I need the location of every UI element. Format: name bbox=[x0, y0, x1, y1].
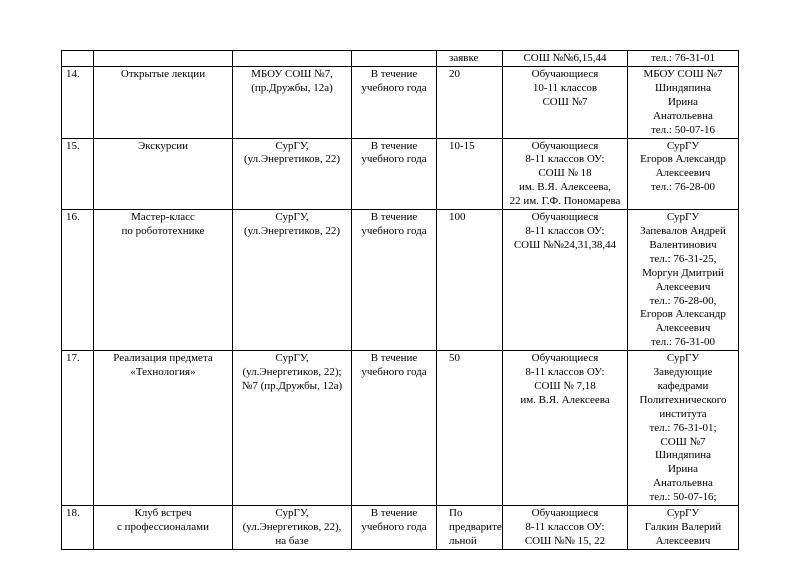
cell-text-line: СОШ №№6,15,44 bbox=[523, 52, 607, 64]
cell-text-line: СурГУ, bbox=[275, 211, 309, 224]
cell-text-line: СурГУ bbox=[666, 507, 700, 520]
participant-count-cell bbox=[437, 210, 503, 351]
cell-text: 14. bbox=[66, 68, 80, 80]
cell-text-line: СурГУ bbox=[666, 211, 700, 224]
venue-cell bbox=[233, 67, 352, 139]
table-row bbox=[62, 51, 739, 67]
cell-text-line: 22 им. Г.Ф. Пономарева bbox=[509, 195, 621, 208]
cell-text-line: по робототехнике bbox=[121, 224, 205, 237]
cell-text-line: 8-11 классов ОУ: bbox=[525, 224, 605, 237]
cell-text-line: тел.: 76-31-00 bbox=[650, 336, 716, 349]
event-name-cell bbox=[94, 67, 233, 139]
cell-text: 18. bbox=[66, 507, 80, 520]
period-cell bbox=[352, 67, 437, 139]
cell-text: 17. bbox=[66, 352, 80, 365]
event-name-cell bbox=[94, 138, 233, 210]
cell-text-line: им. В.Я. Алексеева bbox=[520, 393, 610, 406]
cell-text-line: №7 (пр.Дружбы, 12а) bbox=[241, 379, 343, 392]
cell-text-line: «Технология» bbox=[130, 366, 196, 379]
venue-cell bbox=[233, 51, 352, 67]
participants-cell bbox=[503, 67, 628, 139]
cell-text-line: Заведующие bbox=[653, 366, 713, 379]
cell-text-line: с профессионалами bbox=[116, 521, 210, 533]
participants-cell bbox=[503, 506, 628, 550]
period-cell bbox=[352, 210, 437, 351]
cell-text-line: Обучающиеся bbox=[531, 211, 599, 224]
cell-text-line: Реализация предмета bbox=[113, 352, 213, 365]
period-cell bbox=[352, 51, 437, 67]
cell-text-line: Мастер-класс bbox=[131, 211, 195, 224]
cell-text-line: кафедрами bbox=[657, 379, 709, 392]
venue-cell bbox=[233, 351, 352, 506]
cell-text-line: (пр.Дружбы, 12а) bbox=[251, 81, 333, 94]
row-number-cell bbox=[62, 351, 94, 506]
contact-person-cell bbox=[628, 210, 739, 351]
cell-text-line: тел.: 76-31-01; bbox=[649, 421, 717, 434]
cell-text-line: Галкин Валерий bbox=[644, 521, 722, 533]
cell-text-line: 50 bbox=[449, 352, 460, 365]
table-row bbox=[62, 210, 739, 351]
contact-person-cell bbox=[628, 138, 739, 210]
cell-text-line: Открытые лекции bbox=[120, 68, 206, 80]
cell-text-line: СурГУ bbox=[666, 139, 700, 152]
cell-text-line: тел.: 50-07-16; bbox=[649, 491, 717, 504]
venue-cell bbox=[233, 138, 352, 210]
cell-text-line: СурГУ, bbox=[275, 352, 309, 365]
cell-text-line: (ул.Энергетиков, 22) bbox=[243, 224, 341, 237]
row-number-cell bbox=[62, 506, 94, 550]
cell-text-line: учебного года bbox=[361, 153, 427, 166]
cell-text-line: Клуб встреч bbox=[134, 507, 192, 520]
cell-text-line: 8-11 классов ОУ: bbox=[525, 521, 605, 533]
cell-text-line: им. В.Я. Алексеева, bbox=[518, 181, 612, 194]
participant-count-cell bbox=[437, 51, 503, 67]
cell-text-line: В течение bbox=[370, 352, 418, 365]
cell-text-line: Валентинович bbox=[649, 238, 717, 251]
event-name-cell bbox=[94, 351, 233, 506]
cell-text-line: 8-11 классов ОУ: bbox=[525, 366, 605, 379]
cell-text-line: Обучающиеся bbox=[531, 139, 599, 152]
cell-text-line: Алексеевич bbox=[655, 534, 711, 547]
participant-count-cell bbox=[437, 351, 503, 506]
cell-text-line: В течение bbox=[370, 507, 418, 520]
cell-text-line: льной bbox=[449, 534, 477, 547]
cell-text-line: тел.: 76-28-00 bbox=[650, 181, 716, 194]
cell-text-line: предварите bbox=[449, 521, 502, 533]
table-row bbox=[62, 138, 739, 210]
cell-text-line: 100 bbox=[449, 211, 466, 224]
cell-text-line: учебного года bbox=[361, 521, 427, 533]
cell-text-line: Запевалов Андрей bbox=[640, 224, 726, 237]
cell-text-line: заявке bbox=[449, 52, 479, 64]
cell-text-line: (ул.Энергетиков, 22), bbox=[242, 521, 342, 533]
cell-text-line: тел.: 76-31-01 bbox=[650, 52, 716, 64]
participants-cell bbox=[503, 51, 628, 67]
event-name-cell bbox=[94, 506, 233, 550]
period-cell bbox=[352, 506, 437, 550]
cell-text: 16. bbox=[66, 211, 80, 224]
cell-text-line: Алексеевич bbox=[655, 280, 711, 293]
cell-text-line: СОШ №№24,31,38,44 bbox=[513, 238, 617, 251]
cell-text-line: тел.: 76-28-00, bbox=[649, 294, 717, 307]
contact-person-cell bbox=[628, 67, 739, 139]
period-cell bbox=[352, 351, 437, 506]
events-table bbox=[61, 50, 739, 550]
cell-text-line: Анатольевна bbox=[653, 109, 713, 122]
cell-text-line: МБОУ СОШ №7 bbox=[643, 68, 723, 80]
cell-text-line: СурГУ, bbox=[275, 507, 309, 520]
table-row bbox=[62, 67, 739, 139]
cell-text-line: Шиндяпина bbox=[654, 81, 712, 94]
cell-text-line: 20 bbox=[449, 68, 460, 80]
cell-text-line: (ул.Энергетиков, 22); bbox=[242, 366, 342, 379]
cell-text-line: СОШ №7 bbox=[660, 435, 706, 448]
cell-text-line: МБОУ СОШ №7, bbox=[251, 68, 333, 80]
cell-text-line: Обучающиеся bbox=[531, 507, 599, 520]
cell-text-line: учебного года bbox=[361, 224, 427, 237]
cell-text-line: 10-15 bbox=[449, 139, 475, 152]
participant-count-cell bbox=[437, 67, 503, 139]
contact-person-cell bbox=[628, 351, 739, 506]
period-cell bbox=[352, 138, 437, 210]
row-number-cell bbox=[62, 138, 94, 210]
cell-text-line: Алексеевич bbox=[655, 167, 711, 180]
event-name-cell bbox=[94, 210, 233, 351]
participant-count-cell bbox=[437, 506, 503, 550]
cell-text-line: тел.: 76-31-25, bbox=[649, 252, 717, 265]
contact-person-cell bbox=[628, 506, 739, 550]
cell-text-line: (ул.Энергетиков, 22) bbox=[243, 153, 341, 166]
cell-text-line: СурГУ, bbox=[275, 139, 309, 152]
cell-text-line: Алексеевич bbox=[655, 322, 711, 335]
row-number-cell bbox=[62, 51, 94, 67]
cell-text-line: В течение bbox=[370, 68, 418, 80]
cell-text-line: Егоров Александр bbox=[640, 153, 726, 166]
table-row bbox=[62, 506, 739, 550]
venue-cell bbox=[233, 210, 352, 351]
cell-text-line: Экскурсии bbox=[137, 139, 189, 152]
cell-text-line: СОШ № 7,18 bbox=[534, 379, 596, 392]
cell-text-line: Шиндяпина bbox=[654, 449, 712, 462]
cell-text-line: института bbox=[659, 407, 707, 420]
cell-text-line: учебного года bbox=[361, 81, 427, 94]
event-name-cell bbox=[94, 51, 233, 67]
cell-text-line: Анатольевна bbox=[653, 477, 713, 490]
cell-text-line: на базе bbox=[275, 534, 309, 547]
venue-cell bbox=[233, 506, 352, 550]
cell-text-line: учебного года bbox=[361, 366, 427, 379]
cell-text: 15. bbox=[66, 139, 80, 152]
cell-text-line: СОШ №7 bbox=[542, 95, 588, 108]
row-number-cell bbox=[62, 67, 94, 139]
participants-cell bbox=[503, 210, 628, 351]
cell-text-line: 8-11 классов ОУ: bbox=[525, 153, 605, 166]
events-table-body bbox=[62, 51, 739, 550]
cell-text-line: СОШ № 18 bbox=[538, 167, 592, 180]
cell-text-line: В течение bbox=[370, 211, 418, 224]
participants-cell bbox=[503, 138, 628, 210]
participants-cell bbox=[503, 351, 628, 506]
cell-text-line: По bbox=[449, 507, 463, 520]
cell-text-line: СурГУ bbox=[666, 352, 700, 365]
cell-text-line: Политехнического bbox=[639, 393, 727, 406]
cell-text-line: Егоров Александр bbox=[640, 308, 726, 321]
cell-text-line: 10-11 классов bbox=[532, 81, 598, 94]
cell-text-line: В течение bbox=[370, 139, 418, 152]
cell-text-line: Обучающиеся bbox=[531, 68, 599, 80]
table-row bbox=[62, 351, 739, 506]
cell-text-line: Обучающиеся bbox=[531, 352, 599, 365]
cell-text-line: тел.: 50-07-16 bbox=[650, 123, 716, 136]
cell-text-line: Моргун Дмитрий bbox=[642, 266, 724, 279]
cell-text-line: Ирина bbox=[667, 95, 699, 108]
participant-count-cell bbox=[437, 138, 503, 210]
contact-person-cell bbox=[628, 51, 739, 67]
cell-text-line: СОШ №№ 15, 22 bbox=[524, 534, 606, 547]
cell-text-line: Ирина bbox=[667, 463, 699, 476]
row-number-cell bbox=[62, 210, 94, 351]
